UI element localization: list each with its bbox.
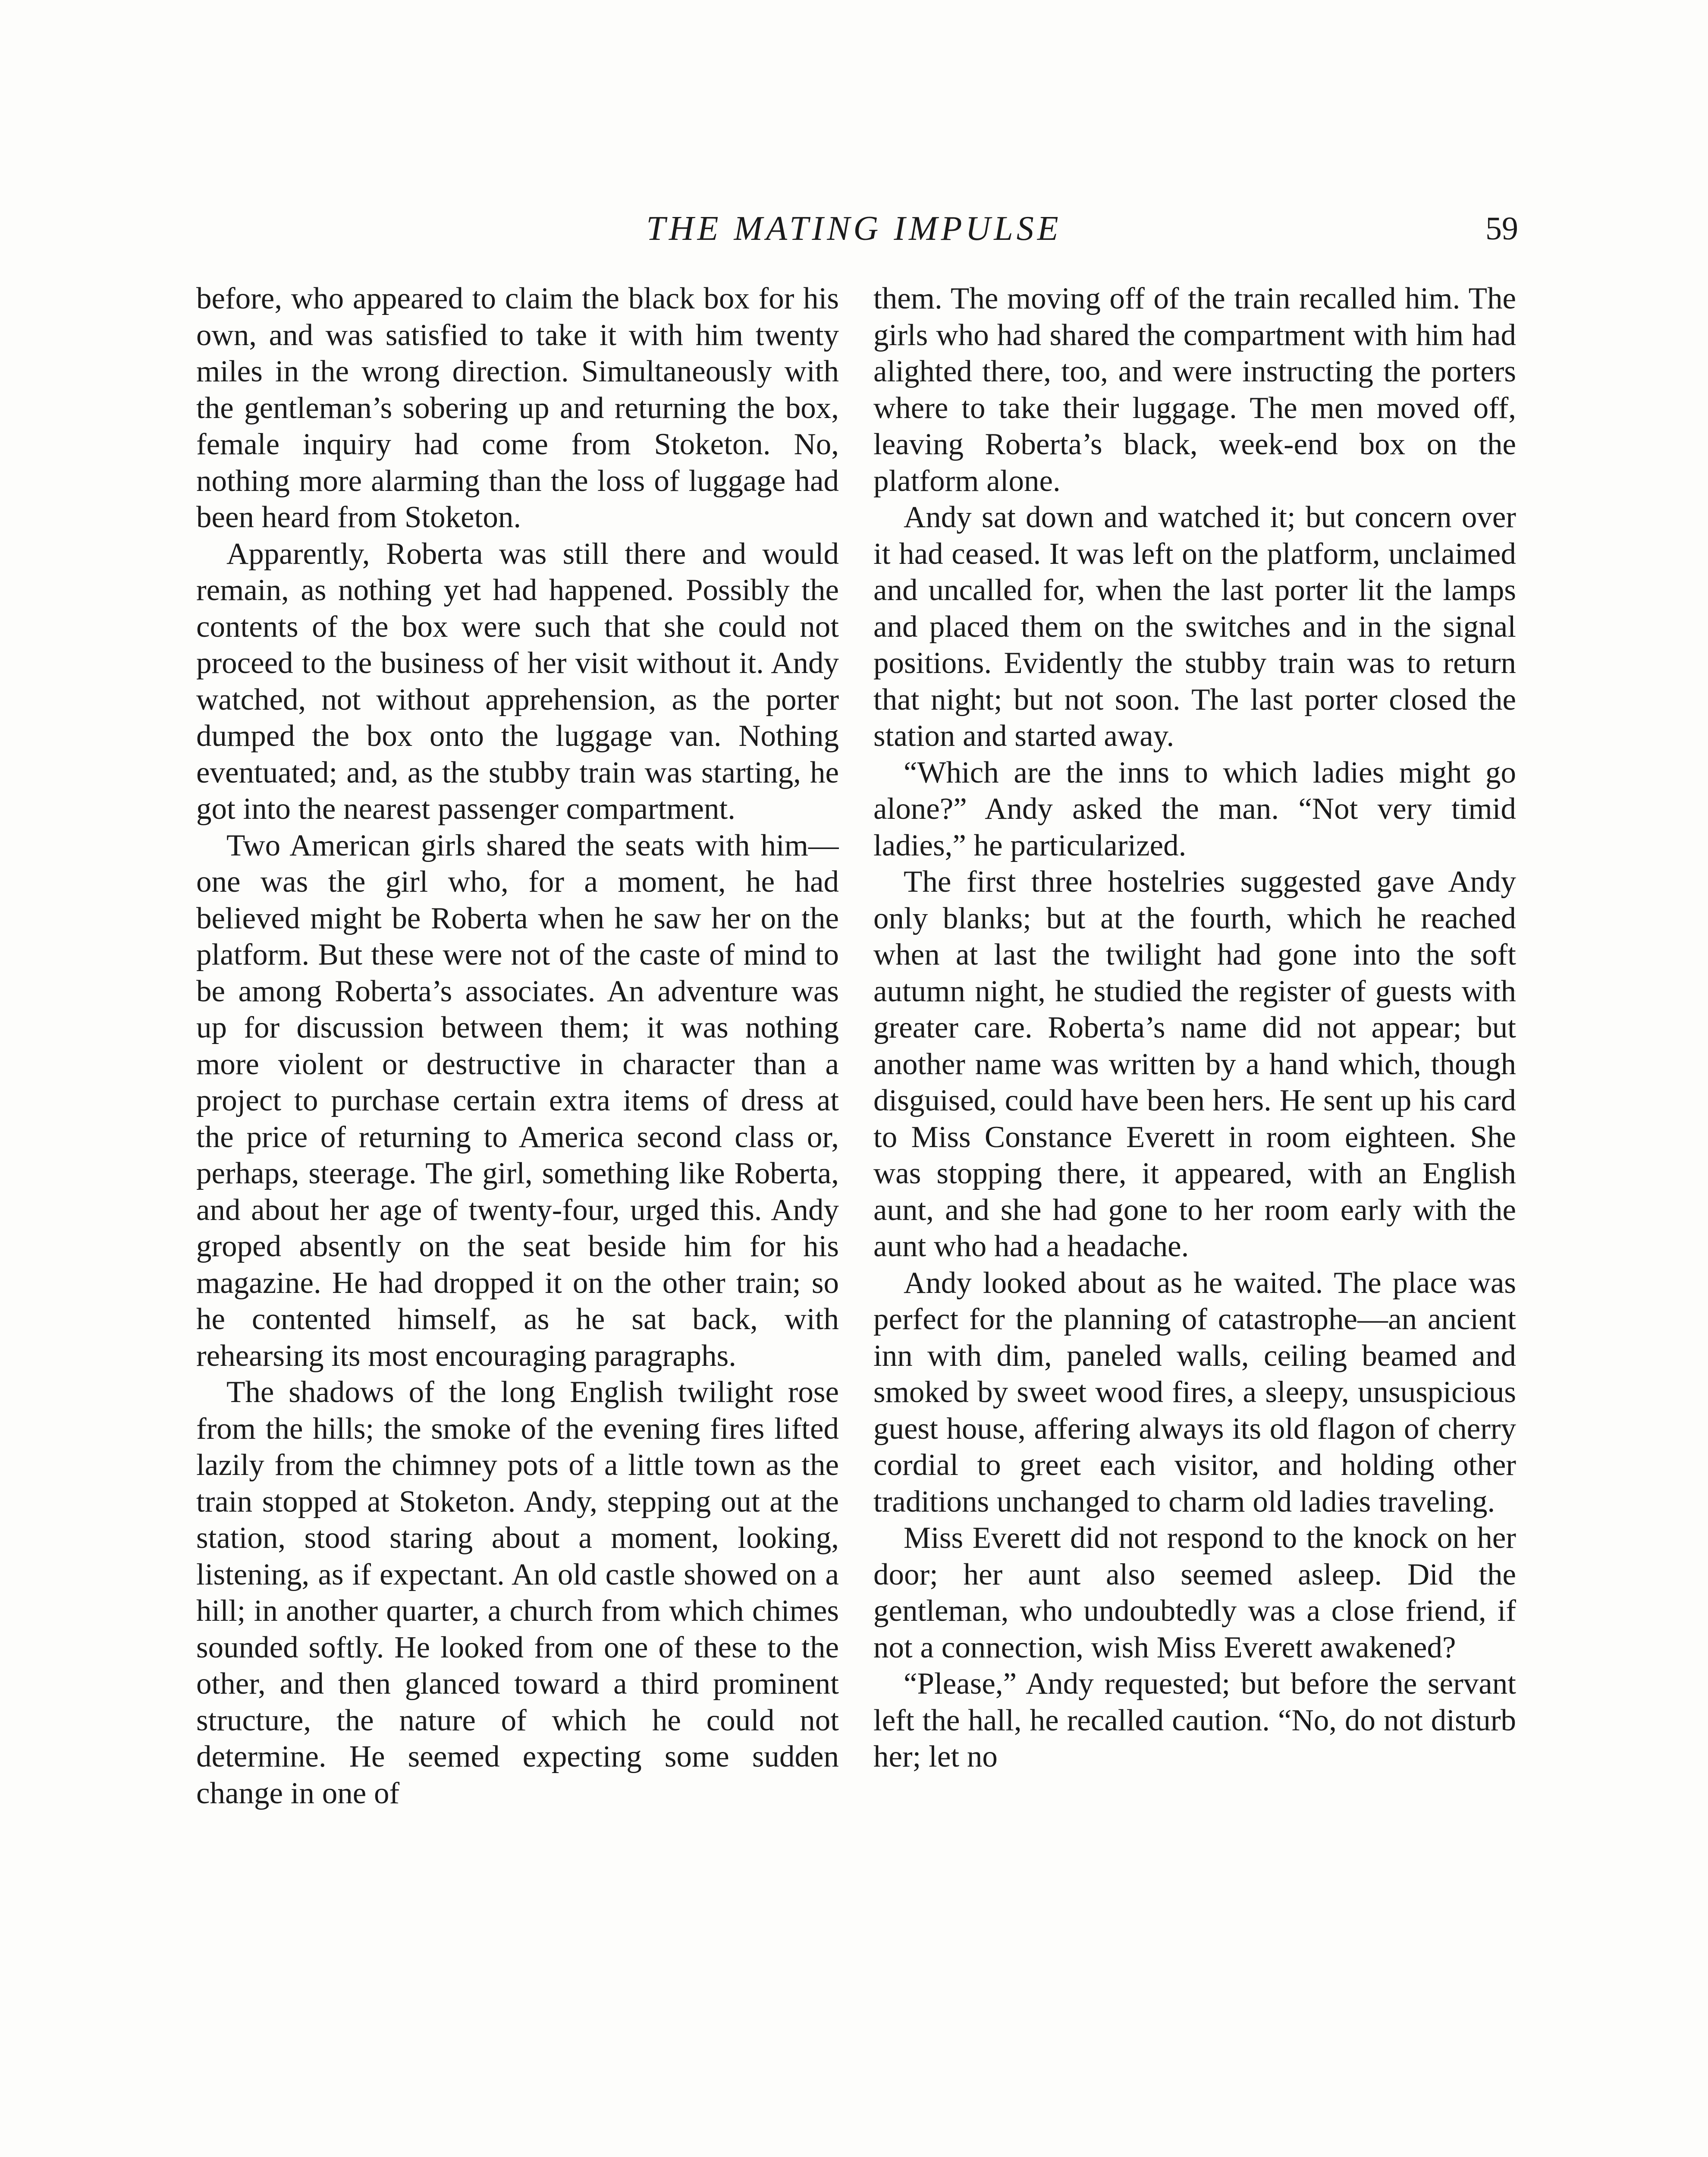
paragraph: Andy sat down and watched it; but concern over it had ceased. It was left on the platform, unclaimed and uncalled for, when the last porter lit the lamps and placed them on the switches and in the signal positions. Evidently the stubby train was to return that night; but not soon. The last porter closed the station and started away. — [873, 500, 1516, 753]
page-header — [0, 203, 1708, 255]
paragraph: The first three hostelries suggested gave Andy only blanks; but at the fourth, which he reached when at last the twilight had gone into the soft autumn night, he studied the register of guests with greater care. Roberta’s name did not appear; but another name was written by a hand which, though disguised, could have been hers. He sent up his card to Miss Constance Everett in room eighteen. She was stopping there, it appeared, with an English aunt, and she had gone to her room early with the aunt who had a headache. — [873, 865, 1516, 1263]
paragraph: Two American girls shared the seats with him—one was the girl who, for a moment, he had believed might be Roberta when he saw her on the platform. But these were not of the caste of mind to be among Roberta’s associates. An adventure was up for discussion between them; it was nothing more violent or destructive in character than a project to purchase certain extra items of dress at the price of returning to America second class or, perhaps, steerage. The girl, something like Roberta, and about her age of twenty-four, urged this. Andy groped absently on the seat beside him for his magazine. He had dropped it on the other train; so he contented himself, as he sat back, with rehearsing its most encouraging paragraphs. — [196, 828, 839, 1373]
left-column — [196, 280, 839, 2157]
paragraph: The shadows of the long English twilight rose from the hills; the smoke of the evening fires lifted lazily from the chimney pots of a little town as the train stopped at Stoketon. Andy, stepping out at the station, stood staring about a moment, looking, listening, as if expectant. An old castle showed on a hill; in another quarter, a church from which chimes sounded softly. He looked from one of these to the other, and then glanced toward a third prominent structure, the nature of which he could not determine. He seemed expecting some sudden change in one of — [196, 1375, 839, 1810]
paragraph: Miss Everett did not respond to the knock on her door; her aunt also seemed asleep. Did the gentleman, who undoubtedly was a close friend, if not a connection, wish Miss Everett awakened? — [873, 1521, 1516, 1664]
paragraph: “Which are the inns to which ladies might go alone?” Andy asked the man. “Not very timid ladies,” he particularized. — [873, 755, 1516, 862]
paragraph: before, who appeared to claim the black box for his own, and was satisfied to take it with him twenty miles in the wrong direction. Simultaneously with the gentleman’s sobering up and returning the box, female inquiry had come from Stoketon. No, nothing more alarming than the loss of luggage had been heard from Stoketon. — [196, 282, 839, 534]
paragraph: Apparently, Roberta was still there and would remain, as nothing yet had happened. Possibly the contents of the box were such that she could not proceed to the business of her visit without it. Andy watched, not without apprehension, as the porter dumped the box onto the luggage van. Nothing eventuated; and, as the stubby train was starting, he got into the nearest passenger compartment. — [196, 537, 839, 826]
paragraph: “Please,” Andy requested; but before the servant left the hall, he recalled caution. “No, do not disturb her; let no — [873, 1667, 1516, 1773]
running-title: THE MATING IMPULSE — [646, 210, 1062, 248]
paragraph: Andy looked about as he waited. The place was perfect for the planning of catastrophe—an ancient inn with dim, paneled walls, ceiling beamed and smoked by sweet wood fires, a sleepy, unsuspicious guest house, affering always its old flagon of cherry cordial to greet each visitor, and holding other traditions unchanged to charm old ladies traveling. — [873, 1266, 1516, 1519]
right-column — [873, 280, 1516, 2157]
page-number: 59 — [1485, 211, 1518, 247]
paragraph: them. The moving off of the train recalled him. The girls who had shared the compartment with him had alighted there, too, and were instructing the porters where to take their luggage. The men moved off, leaving Roberta’s black, week-end box on the platform alone. — [873, 282, 1516, 498]
